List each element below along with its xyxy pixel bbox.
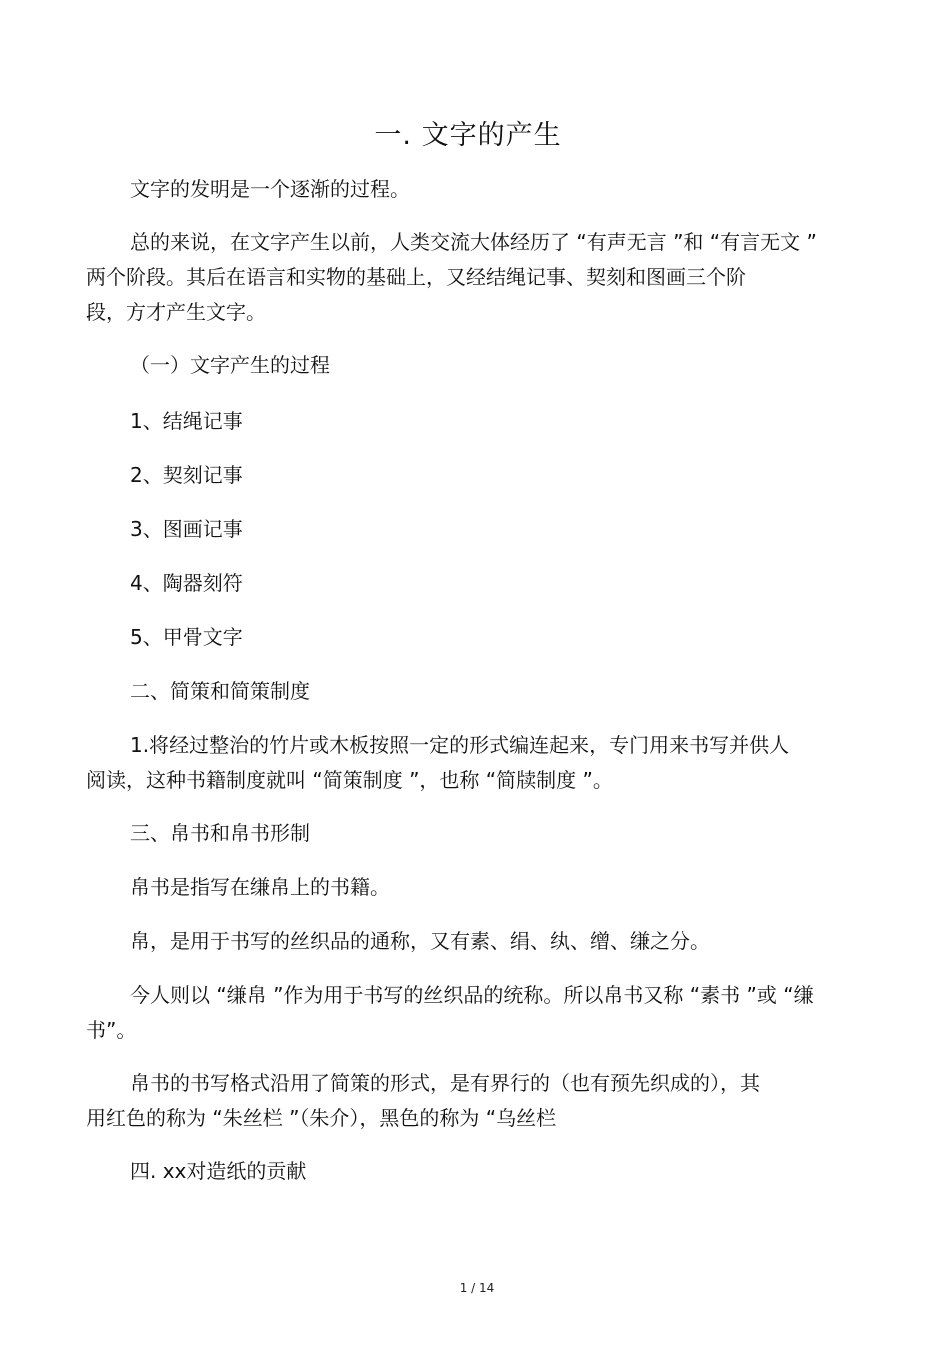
paragraph-silk-general: 帛，是用于书写的丝织品的通称，又有素、绢、纨、缯、缣之分。 <box>130 929 710 953</box>
list-item-carving-recording: 2、契刻记事 <box>130 463 243 487</box>
paragraph-silk-format-line-1: 帛书的书写格式沿用了简策的形式，是有界行的（也有预先织成的），其 <box>130 1071 760 1095</box>
list-item-pottery-symbols: 4、陶器刻符 <box>130 571 243 595</box>
paragraph-silk-naming-line-1: 今人则以 “缣帛 ”作为用于书写的丝织品的统称。所以帛书又称 “素书 ”或 “缣 <box>130 983 814 1007</box>
page-number: 1 / 14 <box>459 1281 495 1295</box>
paragraph-bamboo-line-1: 1.将经过整治的竹片或木板按照一定的形式编连起来，专门用来书写并供人 <box>130 733 790 757</box>
section-heading-papermaking: 四. xx对造纸的贡献 <box>130 1159 307 1183</box>
paragraph-bamboo-line-2: 阅读，这种书籍制度就叫 “简策制度 ”，也称 “简牍制度 ”。 <box>86 768 613 792</box>
paragraph-silk-format-line-2: 用红色的称为 “朱丝栏 ”（朱介），黑色的称为 “乌丝栏 <box>86 1106 557 1130</box>
section-heading-origin-process: （一）文字产生的过程 <box>130 353 330 377</box>
list-item-picture-recording: 3、图画记事 <box>130 517 243 541</box>
section-heading-silk-books: 三、帛书和帛书形制 <box>130 821 310 845</box>
section-heading-bamboo-slips: 二、简策和简策制度 <box>130 679 310 703</box>
paragraph-summary-line-2: 两个阶段。其后在语言和实物的基础上，又经结绳记事、契刻和图画三个阶 <box>86 265 746 289</box>
paragraph-silk-definition: 帛书是指写在缣帛上的书籍。 <box>130 875 390 899</box>
paragraph-summary-line-3: 段，方才产生文字。 <box>86 300 266 324</box>
paragraph-intro: 文字的发明是一个逐渐的过程。 <box>130 177 410 201</box>
paragraph-silk-naming-line-2: 书”。 <box>86 1018 137 1042</box>
list-item-oracle-bone-script: 5、甲骨文字 <box>130 625 243 649</box>
list-item-knot-recording: 1、结绳记事 <box>130 409 243 433</box>
page-title: 一. 文字的产生 <box>374 120 562 151</box>
paragraph-summary-line-1: 总的来说，在文字产生以前，人类交流大体经历了 “有声无言 ”和 “有言无文 ” <box>130 230 817 254</box>
